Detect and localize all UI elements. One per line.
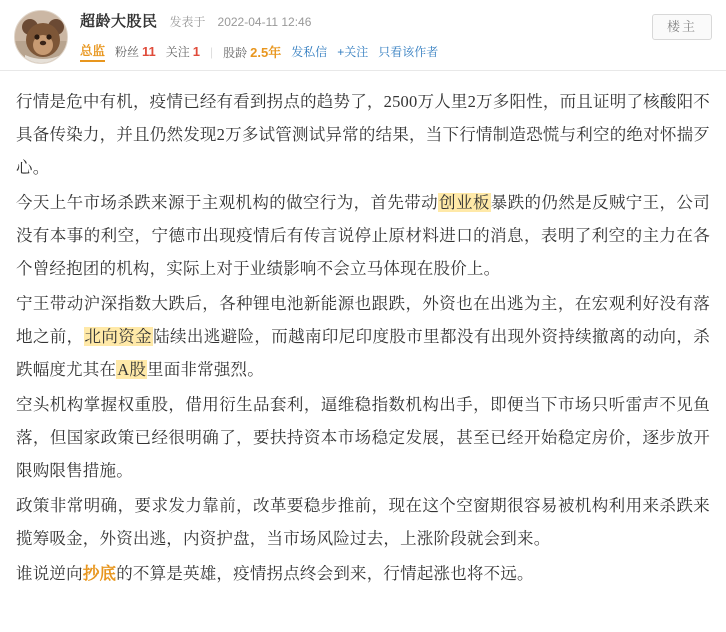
post-paragraph <box>16 388 710 487</box>
text-run: 行情是危中有机，疫情已经有看到拐点的趋势了，2500万人里2万多阳性，而且证明了核酸阳不具备传染力，并且仍然发现2万多试管测试异常的结果，当下行情制造恐慌与利空的绝对怀揣歹心。 <box>16 92 710 177</box>
text-run: 陆续出逃避险，而越南印尼印度股市里都没有出现外资持续撤离的动向，杀跌幅度尤其在 <box>16 327 710 379</box>
stat-age-value: 2.5年 <box>250 45 282 60</box>
post-paragraph <box>16 186 710 285</box>
avatar[interactable] <box>14 10 68 64</box>
stat-following-value: 1 <box>192 44 201 59</box>
stat-age-label: 股龄 <box>223 46 248 60</box>
stat-age <box>223 42 281 61</box>
stat-following-label: 关注 <box>165 45 190 59</box>
post-header <box>0 0 726 71</box>
text-run: 谁说逆向 <box>16 564 83 583</box>
stat-fans-label: 粉丝 <box>115 45 140 59</box>
only-author-link[interactable]: 只看该作者 <box>378 45 439 59</box>
post-paragraph <box>16 557 710 590</box>
header-main <box>80 10 632 62</box>
posted-time: 2022-04-11 12:46 <box>217 15 312 29</box>
highlighted-term: 创业板 <box>439 193 490 212</box>
highlighted-term: 北向资金 <box>84 327 153 346</box>
post-paragraph <box>16 287 710 386</box>
author-line <box>80 10 632 32</box>
meta-divider: | <box>210 44 214 59</box>
highlighted-term: A股 <box>117 360 147 379</box>
thread-owner-badge: 楼主 <box>652 14 712 40</box>
text-run: 今天上午市场杀跌来源于主观机构的做空行为，首先带动 <box>16 193 439 212</box>
text-run: 暴跌的仍然是反贼宁王，公司没有本事的利空，宁德市出现疫情后有传言说停止原材料进口的消息，表明了利空的主力在各个曾经抱团的机构，实际上对于业绩影响不会立马体现在股价上。 <box>16 193 711 278</box>
stat-fans-value: 11 <box>142 44 156 59</box>
stat-fans[interactable] <box>115 43 156 60</box>
posted-label: 发表于 <box>169 15 206 29</box>
text-run: 政策非常明确，要求发力靠前，改革要稳步推前，现在这个空窗期很容易被机构利用来杀跌来揽筹吸金，外资出逃，内资护盘，当市场风险过去，上涨阶段就会到来。 <box>16 496 710 548</box>
stat-following[interactable] <box>166 43 200 60</box>
post-paragraph <box>16 489 710 555</box>
user-avatar-bear-icon <box>15 11 68 64</box>
role-badge: 总监 <box>80 41 105 62</box>
text-run: 的不算是英雄，疫情拐点终会到来，行情起涨也将不远。 <box>116 564 534 583</box>
post-body <box>0 71 726 590</box>
emphasis-term: 抄底 <box>82 564 117 583</box>
follow-link[interactable]: +关注 <box>337 45 369 59</box>
text-run: 空头机构掌握权重股，借用衍生品套利，逼维稳指数机构出手，即便当下市场只听雷声不见鱼落，但国家政策已经很明确了，要扶持资本市场稳定发展，甚至已经开始稳定房价，逐步放开限购限售措施。 <box>16 395 710 480</box>
text-run: 里面非常强烈。 <box>147 360 264 379</box>
author-meta-line <box>80 41 632 62</box>
author-name[interactable]: 超龄大股民 <box>80 13 158 30</box>
text-run: 宁王带动沪深指数大跌后，各种锂电池新能源也跟跌，外资也在出逃为主，在宏观利好没有落地之前， <box>16 294 710 346</box>
post-paragraph <box>16 85 710 184</box>
send-message-link[interactable]: 发私信 <box>291 45 328 59</box>
